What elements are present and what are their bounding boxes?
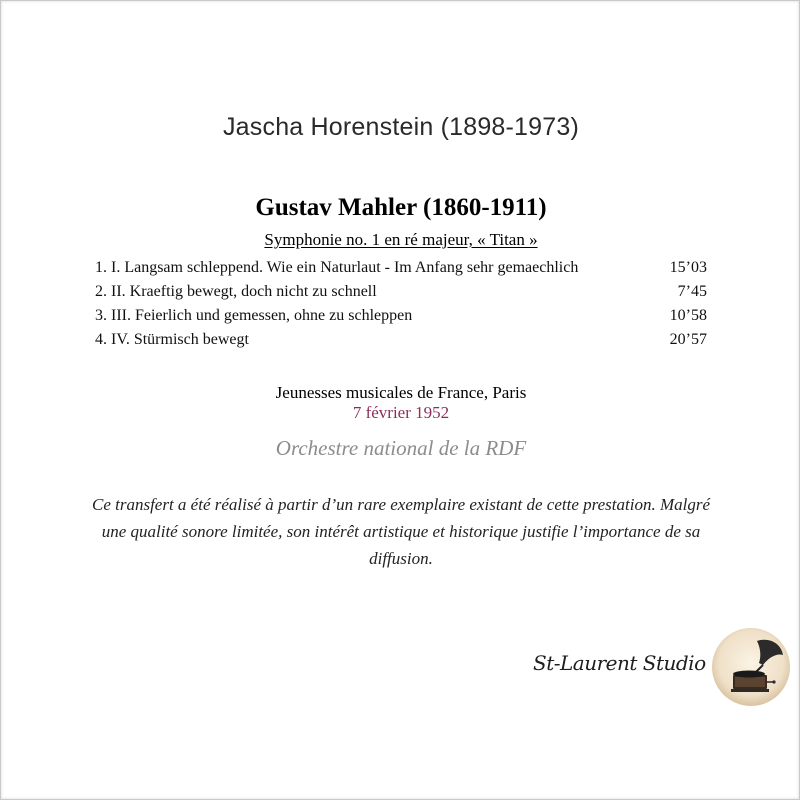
track-duration: 10’58 bbox=[669, 307, 707, 324]
track-row bbox=[95, 280, 707, 304]
studio-logo-text: St-Laurent Studio bbox=[533, 651, 706, 675]
orchestra-name: Orchestre national de la RDF bbox=[275, 436, 527, 460]
track-duration: 15’03 bbox=[669, 259, 707, 276]
work-title bbox=[1, 230, 800, 250]
composer-name: Gustav Mahler (1860-1911) bbox=[255, 194, 547, 221]
track-list bbox=[95, 256, 707, 352]
track-row bbox=[95, 304, 707, 328]
recording-venue: Jeunesses musicales de France, Paris bbox=[275, 383, 527, 402]
track-title: 1. I. Langsam schleppend. Wie ein Naturlaut - Im Anfang sehr gemaechlich bbox=[95, 259, 579, 276]
track-title: 3. III. Feierlich und gemessen, ohne zu schleppen bbox=[95, 307, 413, 324]
recording-date: 7 février 1952 bbox=[352, 403, 450, 422]
track-row bbox=[95, 328, 707, 352]
track-duration: 20’57 bbox=[669, 331, 707, 348]
track-title: 4. IV. Stürmisch bewegt bbox=[95, 331, 249, 348]
work-title-text: Symphonie no. 1 en ré majeur, « Titan » bbox=[264, 230, 538, 249]
transfer-note: Ce transfert a été réalisé à partir d’un rare exemplaire existant de cette prestation. Malgré une qualité sonore limitée, son intérêt artistique et historique justifie l’importance de sa diffusion. bbox=[91, 495, 711, 568]
track-duration: 7’45 bbox=[677, 283, 707, 300]
track-title: 2. II. Kraeftig bewegt, doch nicht zu schnell bbox=[95, 283, 377, 300]
studio-logo bbox=[525, 627, 775, 707]
conductor-name: Jascha Horenstein (1898-1973) bbox=[222, 113, 579, 141]
gramophone-icon bbox=[711, 627, 791, 707]
track-row bbox=[95, 256, 707, 280]
